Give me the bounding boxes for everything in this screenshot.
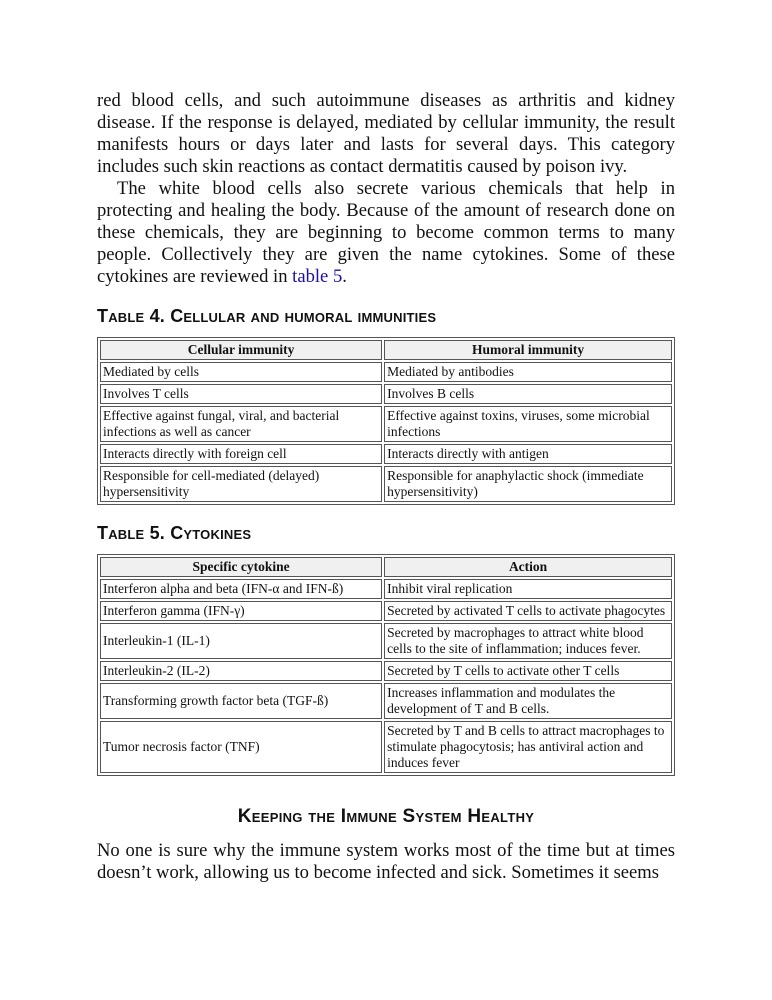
table-cell: Secreted by T and B cells to attract macrophages to stimulate phagocytosis; has antiviral action and induces fever (384, 721, 672, 773)
table-cell: Interacts directly with foreign cell (100, 444, 382, 464)
table-row (100, 623, 672, 659)
table-cell: Effective against toxins, viruses, some microbial infections (384, 406, 672, 442)
table-cell: Mediated by cells (100, 362, 382, 382)
table-cell: Interferon gamma (IFN-γ) (100, 601, 382, 621)
table-row (100, 406, 672, 442)
table-cell: Interacts directly with antigen (384, 444, 672, 464)
table-row (100, 683, 672, 719)
table-cell: Responsible for anaphylactic shock (immediate hypersensitivity) (384, 466, 672, 502)
table-cell: Effective against fungal, viral, and bacterial infections as well as cancer (100, 406, 382, 442)
table-cell: Transforming growth factor beta (TGF-ß) (100, 683, 382, 719)
intro-paragraph-2-text: The white blood cells also secrete various chemicals that help in protecting and healing the body. Because of the amount of research done on these chemicals, they are beginning to become common terms to many people. Collectively they are given the name cytokines. Some of these cytokines are reviewed in (97, 178, 675, 287)
table-cell: Responsible for cell-mediated (delayed) hypersensitivity (100, 466, 382, 502)
table-row (100, 444, 672, 464)
section-heading: Keeping the Immune System Healthy (237, 806, 535, 827)
table-cell: Mediated by antibodies (384, 362, 672, 382)
table-cell: Inhibit viral replication (384, 579, 672, 599)
table-cell: Secreted by T cells to activate other T cells (384, 661, 672, 681)
table-cell: Involves T cells (100, 384, 382, 404)
table-row (100, 362, 672, 382)
table-cell: Involves B cells (384, 384, 672, 404)
document-page (97, 90, 675, 884)
table-cell: Secreted by activated T cells to activate phagocytes (384, 601, 672, 621)
table-4-header-cell: Humoral immunity (384, 340, 672, 360)
table-cell: Secreted by macrophages to attract white blood cells to the site of inflammation; induces fever. (384, 623, 672, 659)
table-row (100, 601, 672, 621)
table-4-header-cell: Cellular immunity (100, 340, 382, 360)
table-5-caption: Table 5. Cytokines (97, 523, 252, 543)
table-5-header-row (100, 557, 672, 577)
table-row (100, 384, 672, 404)
table-4-caption: Table 4. Cellular and humoral immunities (97, 306, 437, 326)
table-cell: Increases inflammation and modulates the development of T and B cells. (384, 683, 672, 719)
intro-paragraph-2 (97, 178, 675, 288)
table-row (100, 661, 672, 681)
table-row (100, 721, 672, 773)
table-row (100, 579, 672, 599)
table-cell: Interleukin-2 (IL-2) (100, 661, 382, 681)
table-cell: Interleukin-1 (IL-1) (100, 623, 382, 659)
table-cell: Tumor necrosis factor (TNF) (100, 721, 382, 773)
table-cell: Interferon alpha and beta (IFN-α and IFN-ß) (100, 579, 382, 599)
section-paragraph: No one is sure why the immune system works most of the time but at times doesn’t work, allowing us to become infected and sick. Sometimes it seems (97, 840, 675, 883)
table-4 (97, 337, 675, 505)
table-4-header-row (100, 340, 672, 360)
table-5-header-cell: Specific cytokine (100, 557, 382, 577)
table-5-link[interactable]: table 5 (292, 266, 343, 287)
table-row (100, 466, 672, 502)
table-5 (97, 554, 675, 776)
intro-paragraph-2-end: . (342, 266, 347, 287)
intro-paragraph-1: red blood cells, and such autoimmune diseases as arthritis and kidney disease. If the response is delayed, mediated by cellular immunity, the result manifests hours or days later and lasts for several days. This category includes such skin reactions as contact dermatitis caused by poison ivy. (97, 90, 675, 177)
table-5-header-cell: Action (384, 557, 672, 577)
